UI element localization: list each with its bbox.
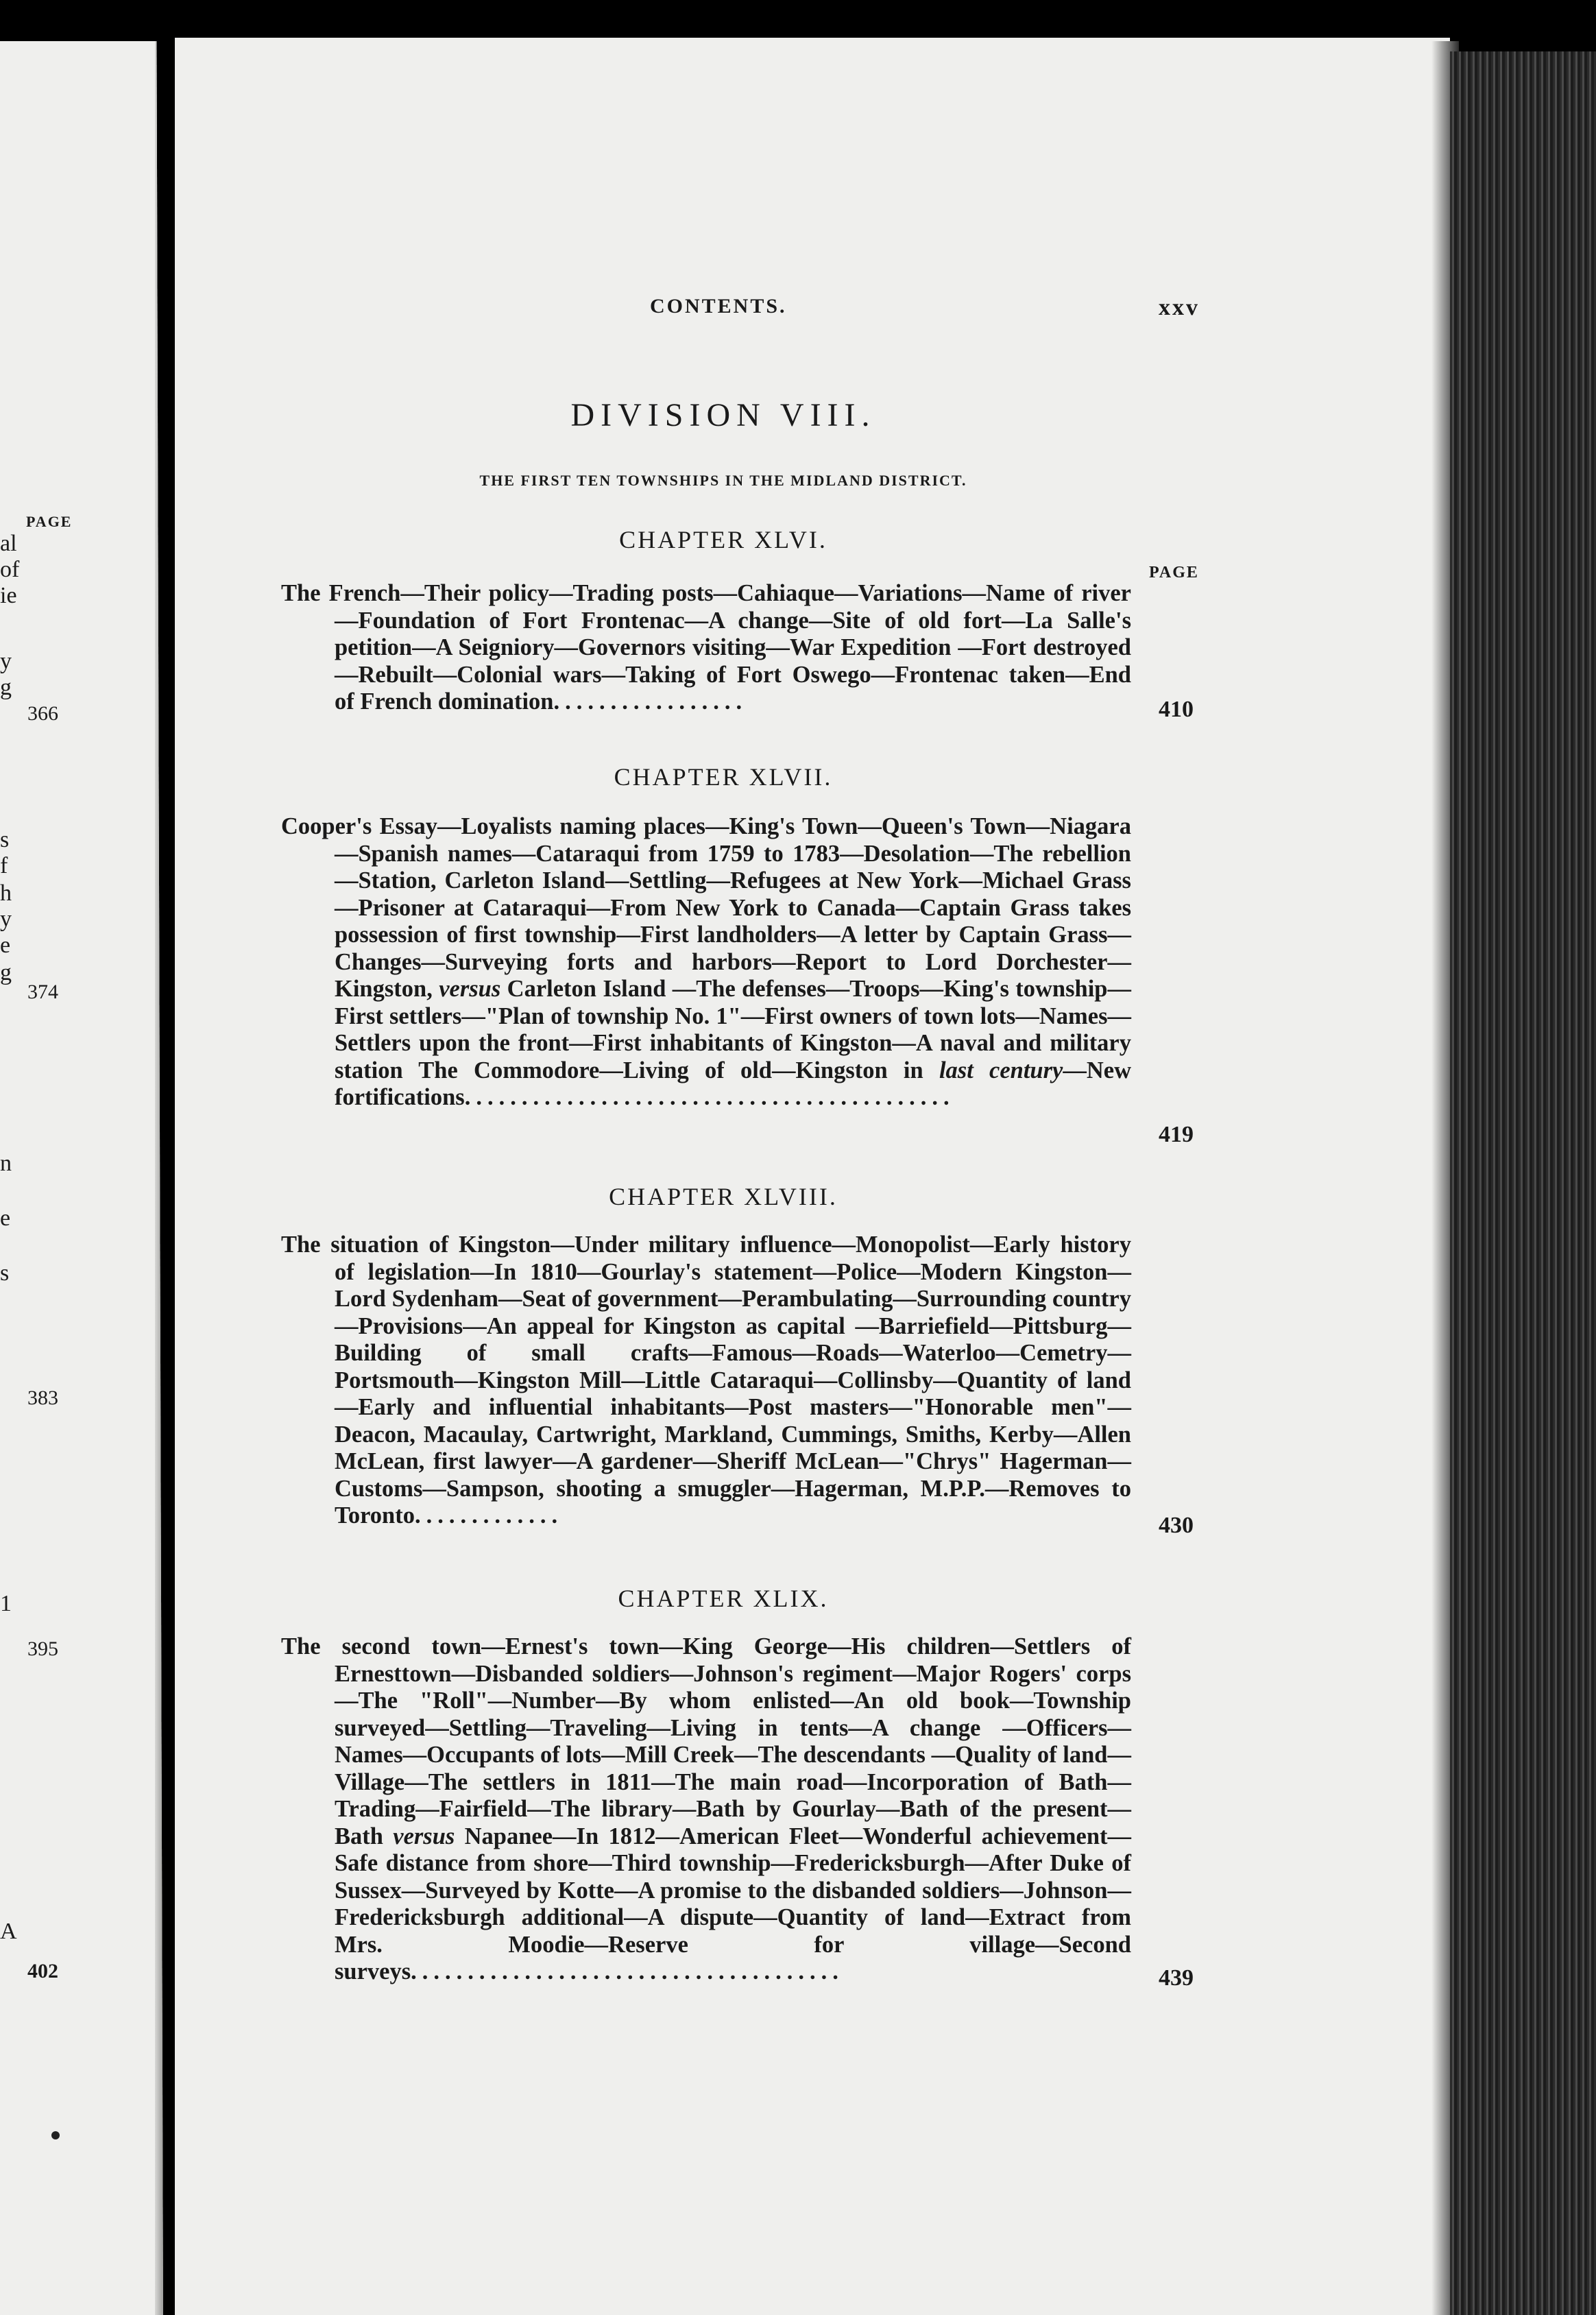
chapter-page-number: 419 (1159, 1122, 1194, 1147)
left-margin-fragment: n (0, 1151, 12, 1176)
left-page-number: 374 (27, 981, 58, 1003)
left-page-number: 395 (27, 1638, 58, 1660)
chapter-page-number: 439 (1159, 1965, 1194, 1991)
chapter-page-number: 430 (1159, 1513, 1194, 1538)
chapter-summary-text: The French—Their policy—Trading posts—Cahiaque—Variations—Name of river—Foundation of Fort Frontenac—A change—Site of old fort—La Salle's petition—A Seigniory—Governors visiting—War Expedition —Fort destroyed—Rebuilt—Colonial wars—Taking of Fort Oswego—Frontenac taken—End of French domination (281, 580, 1131, 715)
left-margin-fragment: of (0, 557, 20, 582)
left-page-fragment (0, 0, 163, 2315)
chapter-heading: CHAPTER XLVII. (614, 763, 833, 791)
left-margin-fragment: f (0, 853, 8, 878)
ink-dot (51, 2131, 60, 2139)
chapter-summary: The second town—Ernest's town—King George—His children—Settlers of Ernesttown—Disbanded soldiers—Johnson's regiment—Major Rogers' corps—The "Roll"—Number—By whom enlisted—An old book—Township surveyed—Settling—Traveling—Living in tents—A change —Officers—Names—Occupants of lots—Mill Creek—The descendants —Quality of land—Village—The settlers in 1811—The main road—Incorporation of Bath—Trading—Fairfield—The library—Bath by Gourlay—Bath of the present—Bath versus Napanee—In 1812—American Fleet—Wonderful achievement—Safe distance from shore—Third township—Fredericksburgh—After Duke of Sussex—Surveyed by Kotte—A promise to the disbanded soldiers—Johnson—Fredericksburgh additional—A dispute—Quantity of land—Extract from Mrs. Moodie—Reserve for village—Second surveys...................................... (281, 1633, 1132, 1984)
left-margin-fragment: al (0, 531, 17, 556)
page-column-label: PAGE (1149, 564, 1199, 581)
left-margin-fragment: y (0, 907, 12, 932)
running-head-title: CONTENTS. (650, 295, 787, 317)
chapter-summary-text: Cooper's Essay—Loyalists naming places—King's Town—Queen's Town—Niagara—Spanish names—Cataraqui from 1759 to 1783—Desolation—The rebellion—Station, Carleton Island—Settling—Refugees at New York—Michael Grass—Prisoner at Cataraqui—From New York to Canada—Captain Grass takes possession of first township—First landholders—A letter by Captain Grass—Changes—Surveying forts and harbors—Report to Lord Dorchester—Kingston, versus Carleton Island —The defenses—Troops—King's township—First settlers—"Plan of township No. 1"—First owners of town lots—Names—Settlers upon the front—First inhabitants of Kingston—A naval and military station The Commodore—Living of old—Kingston in last century—New fortifications (281, 813, 1132, 1110)
left-margin-fragment: ie (0, 583, 17, 608)
left-page-label: PAGE (26, 513, 73, 530)
division-subtitle: THE FIRST TEN TOWNSHIPS IN THE MIDLAND DISTRICT. (479, 472, 967, 489)
left-margin-fragment: y (0, 649, 12, 674)
left-margin-fragment: e (0, 933, 11, 958)
chapter-page-number: 410 (1159, 697, 1194, 722)
chapter-heading: CHAPTER XLVIII. (609, 1183, 838, 1210)
left-margin-fragment: g (0, 675, 12, 700)
left-margin-fragment: e (0, 1206, 11, 1231)
left-page-gutter (155, 41, 163, 2315)
chapter-heading: CHAPTER XLIX. (618, 1585, 829, 1612)
left-margin-fragment: A (0, 1919, 17, 1944)
chapter-heading: CHAPTER XLVI. (619, 526, 827, 553)
left-page-number: 402 (27, 1960, 58, 1982)
left-margin-fragment: s (0, 827, 10, 852)
left-margin-fragment: 1 (0, 1591, 12, 1616)
chapter-summary: The French—Their policy—Trading posts—Cahiaque—Variations—Name of river—Foundation of Fort Frontenac—A change—Site of old fort—La Salle's petition—A Seigniory—Governors visiting—War Expedition —Fort destroyed—Rebuilt—Colonial wars—Taking of Fort Oswego—Frontenac taken—End of French domination................. (281, 580, 1131, 715)
left-margin-fragment: s (0, 1260, 10, 1286)
page-folio: xxv (1159, 295, 1200, 320)
chapter-summary: Cooper's Essay—Loyalists naming places—King's Town—Queen's Town—Niagara—Spanish names—Cataraqui from 1759 to 1783—Desolation—The rebellion—Station, Carleton Island—Settling—Refugees at New York—Michael Grass—Prisoner at Cataraqui—From New York to Canada—Captain Grass takes possession of first township—First landholders—A letter by Captain Grass—Changes—Surveying forts and harbors—Report to Lord Dorchester—Kingston, versus Carleton Island —The defenses—Troops—King's township—First settlers—"Plan of township No. 1"—First owners of town lots—Names—Settlers upon the front—First inhabitants of Kingston—A naval and military station The Commodore—Living of old—Kingston in last century—New fortifications........................................... (281, 813, 1132, 1110)
chapter-summary: The situation of Kingston—Under military influence—Monopolist—Early history of legislation—In 1810—Gourlay's statement—Police—Modern Kingston—Lord Sydenham—Seat of government—Perambulating—Surrounding country—Provisions—An appeal for Kingston as capital —Barriefield—Pittsburg—Building of small crafts—Famous—Roads—Waterloo—Cemetry—Portsmouth—Kingston Mill—Little Cataraqui—Collinsby—Quantity of land—Early and influential inhabitants—Post masters—"Honorable men"—Deacon, Macaulay, Cartwright, Markland, Cummings, Smiths, Kerby—Allen McLean, first lawyer—A gardener—Sheriff McLean—"Chrys" Hagerman—Customs—Sampson, shooting a smuggler—Hagerman, M.P.P.—Removes to Toronto............. (281, 1232, 1131, 1528)
left-margin-fragment: h (0, 880, 12, 906)
book-page-edges (1450, 51, 1596, 2315)
chapter-summary-text: The second town—Ernest's town—King George—His children—Settlers of Ernesttown—Disbanded soldiers—Johnson's regiment—Major Rogers' corps—The "Roll"—Number—By whom enlisted—An old book—Township surveyed—Settling—Traveling—Living in tents—A change —Officers—Names—Occupants of lots—Mill Creek—The descendants —Quality of land—Village—The settlers in 1811—The main road—Incorporation of Bath—Trading—Fairfield—The library—Bath by Gourlay—Bath of the present—Bath versus Napanee—In 1812—American Fleet—Wonderful achievement—Safe distance from shore—Third township—Fredericksburgh—After Duke of Sussex—Surveyed by Kotte—A promise to the disbanded soldiers—Johnson—Fredericksburgh additional—A dispute—Quantity of land—Extract from Mrs. Moodie—Reserve for village—Second surveys (281, 1633, 1132, 1984)
chapter-summary-text: The situation of Kingston—Under military influence—Monopolist—Early history of legislation—In 1810—Gourlay's statement—Police—Modern Kingston—Lord Sydenham—Seat of government—Perambulating—Surrounding country—Provisions—An appeal for Kingston as capital —Barriefield—Pittsburg—Building of small crafts—Famous—Roads—Waterloo—Cemetry—Portsmouth—Kingston Mill—Little Cataraqui—Collinsby—Quantity of land—Early and influential inhabitants—Post masters—"Honorable men"—Deacon, Macaulay, Cartwright, Markland, Cummings, Smiths, Kerby—Allen McLean, first lawyer—A gardener—Sheriff McLean—"Chrys" Hagerman—Customs—Sampson, shooting a smuggler—Hagerman, M.P.P.—Removes to Toronto (281, 1232, 1131, 1528)
left-page-number: 383 (27, 1387, 58, 1409)
left-page-number: 366 (27, 702, 58, 725)
left-margin-fragment: g (0, 960, 12, 985)
division-title: DIVISION VIII. (570, 397, 876, 433)
